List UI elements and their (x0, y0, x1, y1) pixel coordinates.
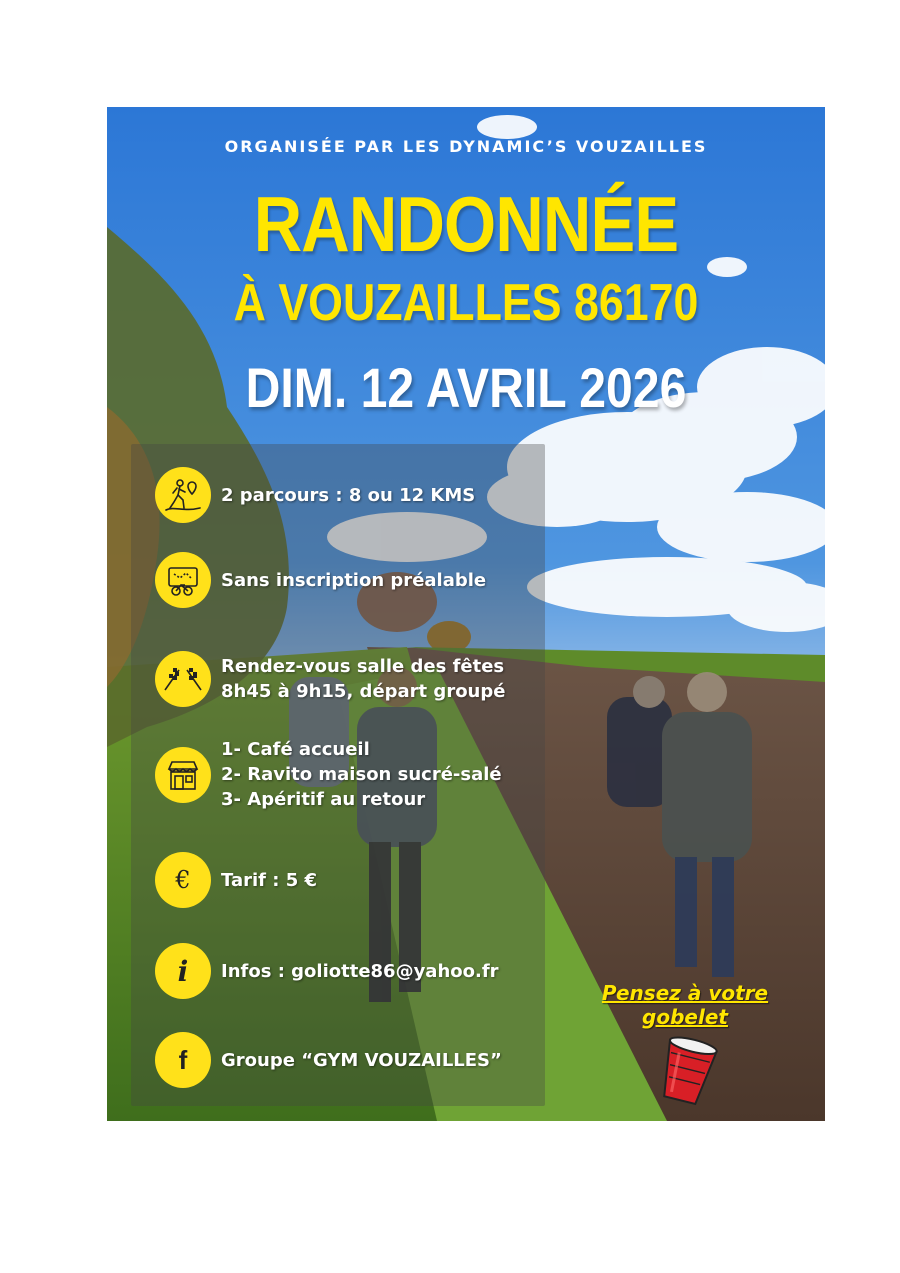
meeting-text (221, 654, 505, 704)
shop-icon (155, 747, 211, 803)
red-cup-icon (655, 1035, 719, 1107)
poster-location: À VOUZAILLES 86170 (233, 274, 699, 332)
price-text: Tarif : 5 € (221, 869, 318, 891)
registration-text: Sans inscription préalable (221, 569, 487, 591)
event-date: DIM. 12 AVRIL 2026 (245, 356, 687, 419)
facebook-symbol: f (178, 1044, 188, 1075)
info-symbol: i (177, 954, 189, 988)
euro-symbol: € (175, 866, 191, 894)
routes-text: 2 parcours : 8 ou 12 KMS (221, 484, 476, 506)
hiker-map-icon (155, 467, 211, 523)
meeting-line-1: Rendez-vous salle des fêtes (221, 656, 505, 677)
euro-icon (155, 852, 211, 908)
info-row-facebook (155, 1032, 502, 1088)
facebook-icon (155, 1032, 211, 1088)
program-text (221, 737, 502, 812)
map-bike-icon (155, 552, 211, 608)
info-row-registration (155, 552, 486, 608)
reminder-line-2: gobelet (642, 1005, 728, 1029)
meeting-line-2: 8h45 à 9h15, départ groupé (221, 681, 506, 702)
event-poster (107, 107, 825, 1121)
program-line-2: 2- Ravito maison sucré-salé (221, 764, 502, 785)
info-row-program (155, 737, 502, 812)
info-icon (155, 943, 211, 999)
reminder-line-1: Pensez à votre (601, 981, 769, 1005)
facebook-text: Groupe “GYM VOUZAILLES” (221, 1049, 502, 1071)
poster-title: RANDONNÉE (253, 180, 679, 268)
info-row-routes (155, 467, 475, 523)
info-row-contact (155, 943, 499, 999)
checkered-flags-icon (155, 651, 211, 707)
info-row-price (155, 852, 317, 908)
organizer-text: ORGANISÉE PAR LES DYNAMIC’S VOUZAILLES (224, 137, 708, 156)
cup-reminder (585, 981, 785, 1029)
contact-text: Infos : goliotte86@yahoo.fr (221, 960, 499, 982)
info-row-meeting (155, 651, 505, 707)
program-line-1: 1- Café accueil (221, 739, 370, 760)
program-line-3: 3- Apéritif au retour (221, 789, 426, 810)
